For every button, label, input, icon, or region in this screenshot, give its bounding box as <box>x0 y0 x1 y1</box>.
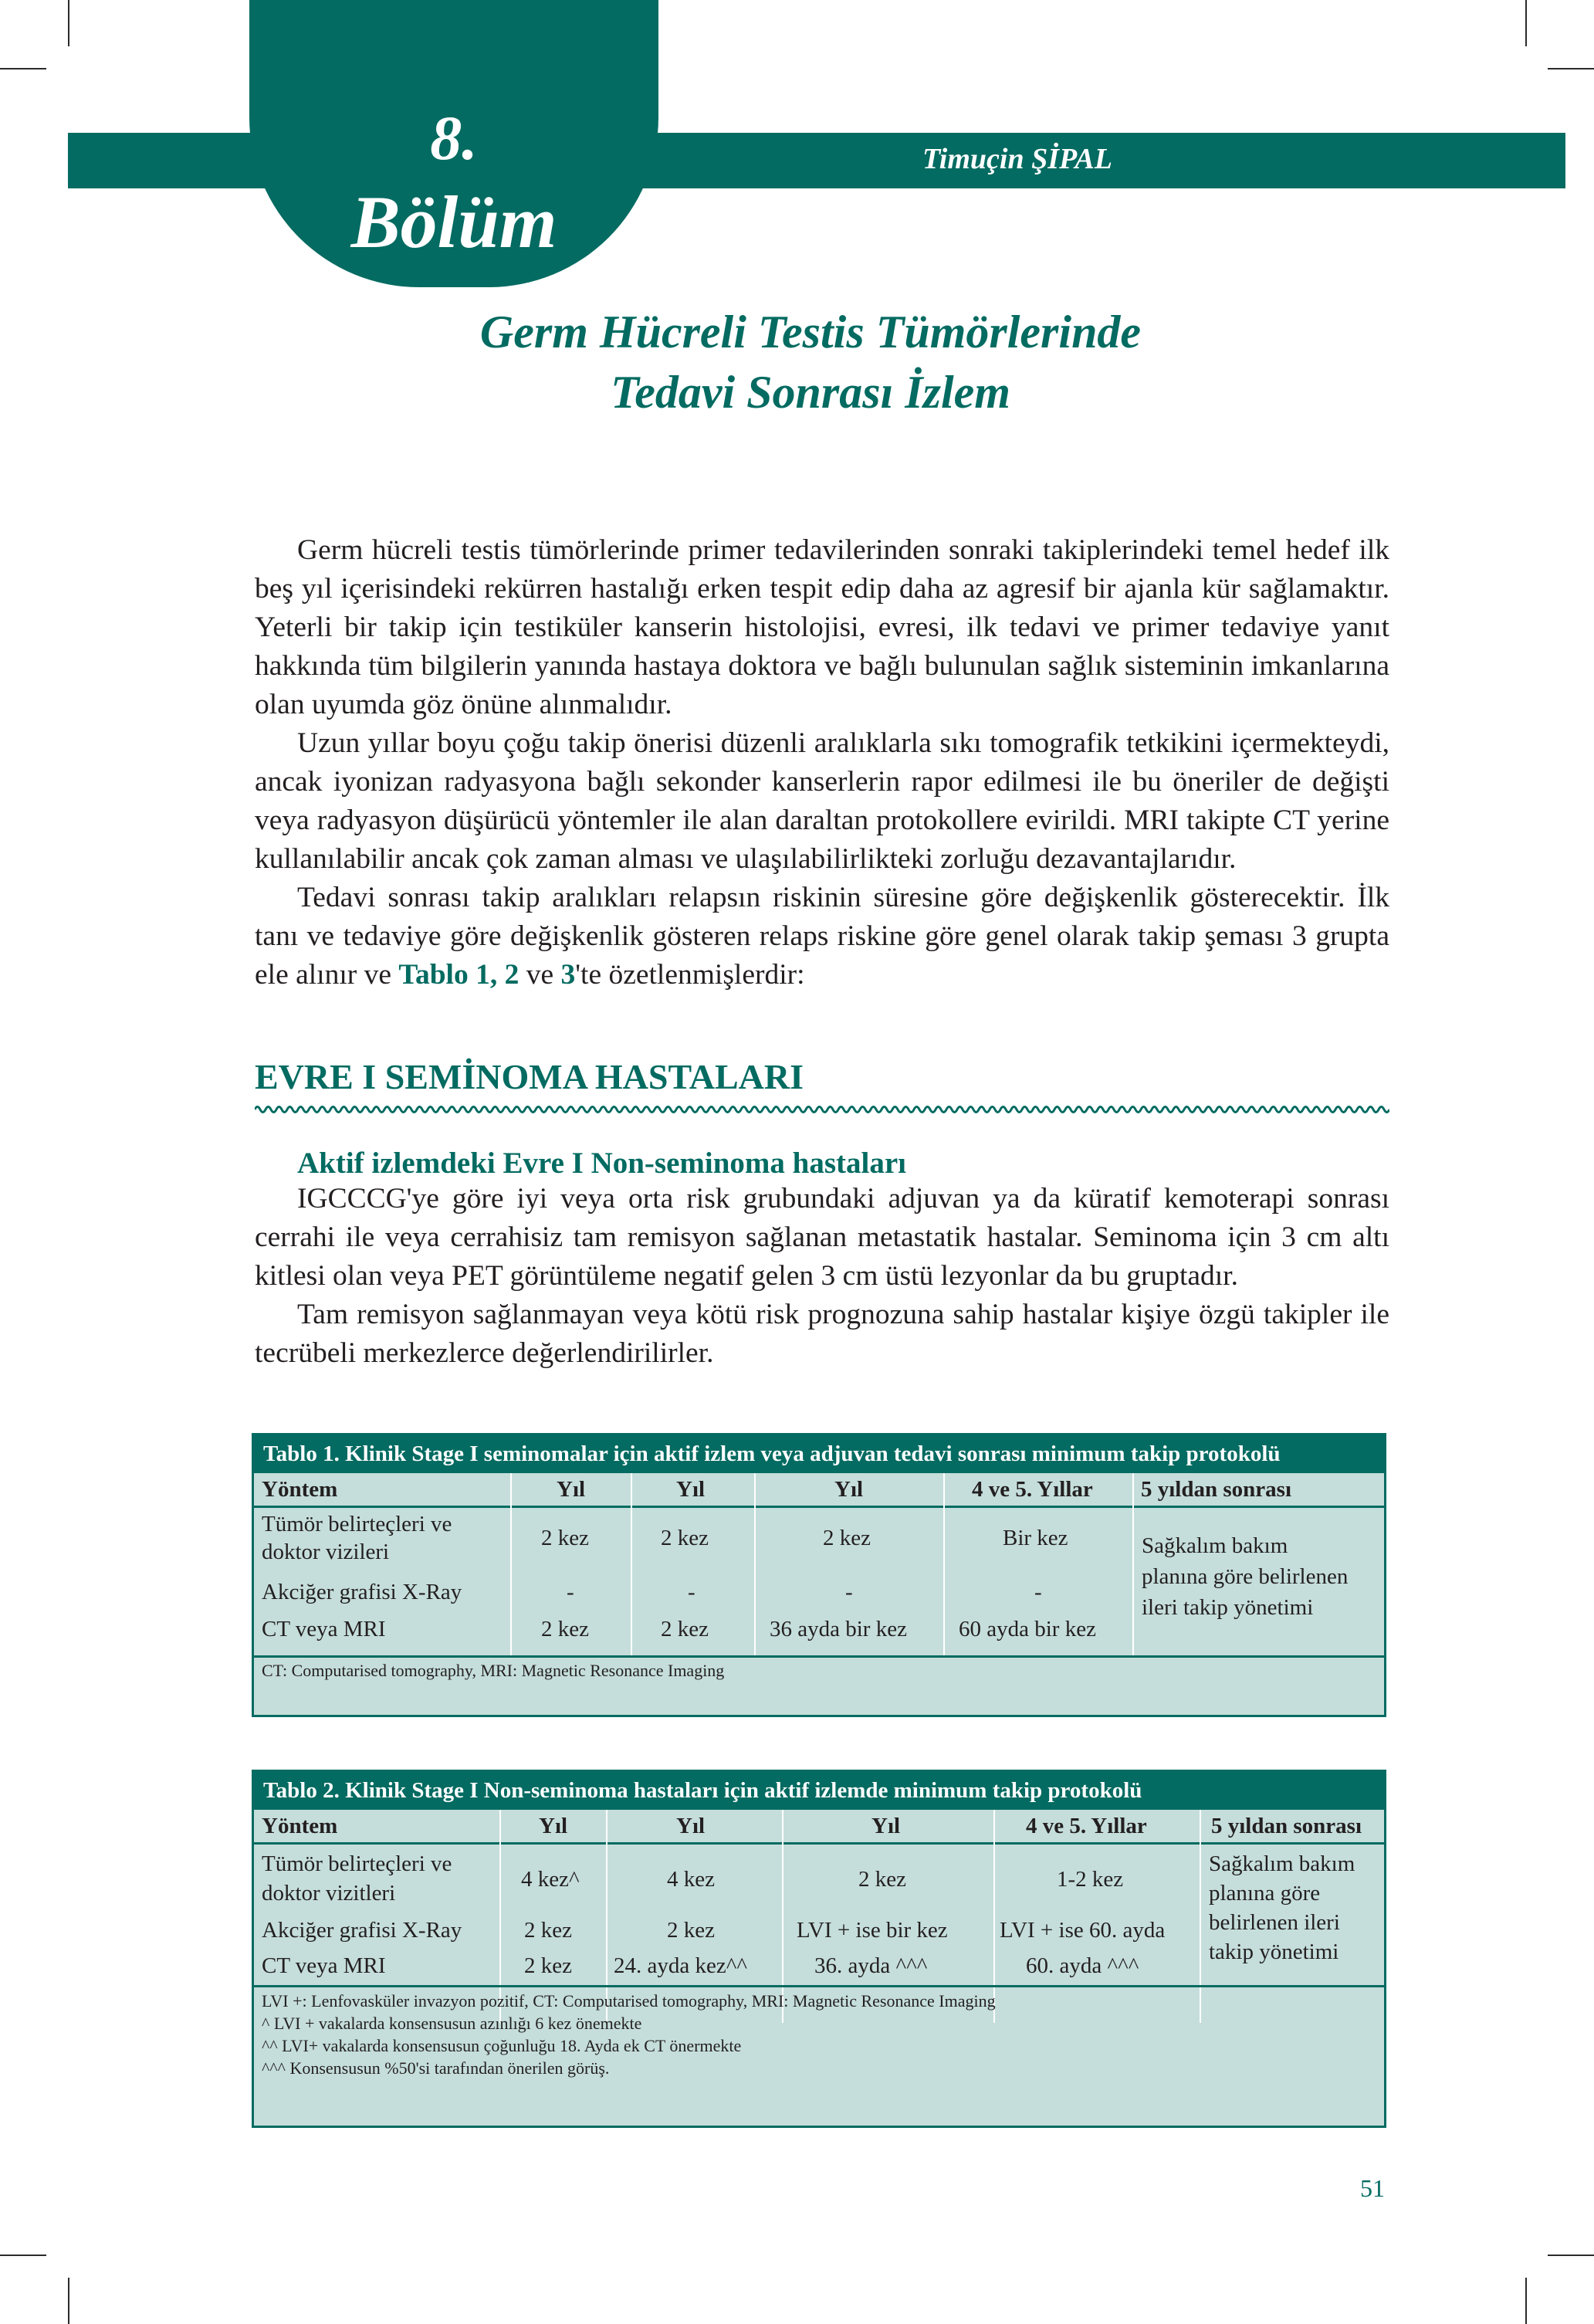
table-cell: 36. ayda ^^^ <box>814 1953 928 1978</box>
table-cell: 2 kez <box>858 1867 906 1892</box>
section-text <box>255 1180 1389 1373</box>
header-cell: 4 ve 5. Yıllar <box>1026 1814 1147 1838</box>
header-cell: Yıl <box>871 1814 901 1838</box>
table-1 <box>252 1433 1386 1717</box>
header-cell: 5 yıldan sonrası <box>1141 1477 1291 1502</box>
chapter-title-line2: Tedavi Sonrası İzlem <box>611 367 1010 418</box>
chapter-number: 8. <box>430 103 478 173</box>
paragraph <box>255 879 1389 994</box>
crop-mark <box>0 2255 46 2256</box>
paragraph: Germ hücreli testis tümörlerinde primer tedavilerinden sonraki takiplerindeki temel hedef ilk beş yıl içerisindeki rekürren hastalığı erken tespit edip daha az agresif bir ajanla kür sağlamaktır. Yeterli bir takip için testiküler kanserin histolojisi, evresi, ilk tedavi ve primer tedaviye yanıt hakkında tüm bilgilerin yanında hastaya doktora ve bağlı bulunulan sağlık sisteminin imkanlarına olan uyumda göz önüne alınmalıdır. <box>255 534 1389 720</box>
table-cell: 2 kez <box>524 1918 572 1943</box>
header-cell: Yöntem <box>262 1477 338 1502</box>
table-reference: 3 <box>560 959 576 991</box>
row-label: CT veya MRI <box>262 1953 386 1978</box>
column-divider <box>1200 1810 1201 2023</box>
table-cell: 2 kez <box>541 1526 589 1550</box>
table-rule <box>254 1985 1384 1987</box>
table-cell: 2 kez <box>661 1617 709 1641</box>
paragraph: IGCCCG'ye göre iyi veya orta risk grubundaki adjuvan ya da küratif kemoterapi sonrası cerrahi ile veya cerrahisiz tam remisyon sağlanan metastatik hastalar. Seminoma için 3 cm altı kitlesi olan veya PET görüntüleme negatif gelen 3 cm üstü lezyonlar da bu gruptadır. <box>255 1183 1389 1292</box>
after-five-years-cell: belirlenen ileri <box>1209 1910 1340 1935</box>
table-cell: 4 kez^ <box>521 1867 580 1892</box>
header-cell: 5 yıldan sonrası <box>1211 1814 1362 1838</box>
column-divider <box>631 1473 632 1655</box>
page-number: 51 <box>1360 2174 1385 2202</box>
row-label: Tümör belirteçleri ve <box>262 1851 452 1876</box>
paragraph: Uzun yıllar boyu çoğu takip önerisi düzenli aralıklarla sıkı tomografik tetkikini içermekteydi, ancak iyonizan radyasyona bağlı sekonder kanserlerin rapor edilmesi ile bu öneriler de değişti veya radyasyon düşürücü yöntemler ile alan daraltan protokollere evirildi. MRI takipte CT yerine kullanılabilir ancak çok zaman alması ve ulaşılabilirlikteki zorluğu dezavantajlarıdır. <box>255 727 1389 875</box>
table-2 <box>252 1770 1386 2128</box>
paragraph-text: 'te özetlenmişlerdir: <box>575 959 805 991</box>
chapter-title-line1: Germ Hücreli Testis Tümörlerinde <box>479 307 1142 357</box>
paragraph: Tam remisyon sağlanmayan veya kötü risk prognozuna sahip hastalar kişiye özgü takipler ile tecrübeli merkezlerce değerlendirilirler. <box>255 1299 1389 1369</box>
header-cell: Yıl <box>676 1477 706 1502</box>
header-cell: Yıl <box>557 1477 586 1502</box>
row-label: CT veya MRI <box>262 1617 386 1641</box>
author-name: Timuçin ŞİPAL <box>922 143 1112 175</box>
table-cell: 24. ayda kez^^ <box>614 1953 747 1978</box>
table-reference: Tablo 1, 2 <box>398 959 519 991</box>
table-title: Tablo 2. Klinik Stage I Non-seminoma hastaları için aktif izlemde minimum takip protokolü <box>254 1772 1384 1807</box>
chapter-word: Bölüm <box>350 181 557 263</box>
table-cell: - <box>688 1580 695 1604</box>
table-cell: 2 kez <box>541 1617 589 1641</box>
header-cell: Yıl <box>676 1814 706 1838</box>
after-five-years-cell: takip yönetimi <box>1209 1939 1339 1964</box>
chapter-tab <box>249 0 658 287</box>
table-cell: 2 kez <box>823 1526 871 1550</box>
after-five-years-cell: planına göre belirlenen <box>1142 1564 1349 1589</box>
intro-text <box>255 531 1389 994</box>
after-five-years-cell: ileri takip yönetimi <box>1142 1595 1314 1620</box>
table-cell: 2 kez <box>524 1953 572 1978</box>
table-cell: 2 kez <box>661 1526 709 1550</box>
table-cell: LVI + ise bir kez <box>797 1918 948 1943</box>
table-note: ^^^ Konsensusun %50'si tarafından önerilen görüş. <box>262 2058 610 2078</box>
table-note: LVI +: Lenfovasküler invazyon pozitif, CT: Computarised tomography, MRI: Magnetic Resonance Imaging <box>262 1991 996 2011</box>
table-title: Tablo 1. Klinik Stage I seminomalar için aktif izlem veya adjuvan tedavi sonrası minimum takip protokolü <box>254 1435 1384 1471</box>
crop-mark <box>1548 2255 1594 2256</box>
row-label: doktor vizitleri <box>262 1881 396 1906</box>
table-cell: 60. ayda ^^^ <box>1026 1953 1139 1978</box>
table-cell: 1-2 kez <box>1057 1867 1124 1892</box>
column-divider <box>1132 1473 1134 1655</box>
row-label: doktor vizileri <box>262 1540 390 1564</box>
table-note: ^ LVI + vakalarda konsensusun azınlığı 6 kez önemekte <box>262 2014 642 2033</box>
table-cell: 36 ayda bir kez <box>770 1617 907 1641</box>
column-divider <box>754 1473 756 1655</box>
header-cell: Yıl <box>834 1477 864 1502</box>
row-label: Tümör belirteçleri ve <box>262 1512 452 1536</box>
table-cell: - <box>845 1580 853 1604</box>
table-rule <box>254 1655 1384 1658</box>
table-cell: 4 kez <box>667 1867 715 1892</box>
crop-mark <box>68 0 69 46</box>
row-label: Akciğer grafisi X-Ray <box>262 1580 462 1604</box>
column-divider <box>510 1473 512 1655</box>
table-header-row <box>254 1471 1384 1508</box>
table-cell: 60 ayda bir kez <box>959 1617 1096 1641</box>
row-label: Akciğer grafisi X-Ray <box>262 1918 462 1943</box>
crop-mark <box>0 68 46 69</box>
crop-mark <box>1525 0 1527 46</box>
wavy-divider <box>255 1103 1389 1116</box>
after-five-years-cell: Sağkalım bakım <box>1209 1851 1355 1876</box>
after-five-years-cell: planına göre <box>1209 1881 1321 1906</box>
section-heading: EVRE I SEMİNOMA HASTALARI <box>255 1057 804 1096</box>
header-cell: Yöntem <box>262 1814 338 1838</box>
crop-mark <box>68 2278 69 2324</box>
table-cell: 2 kez <box>667 1918 715 1943</box>
table-cell: - <box>1034 1580 1042 1604</box>
table-cell: - <box>567 1580 574 1604</box>
header-cell: 4 ve 5. Yıllar <box>972 1477 1093 1502</box>
subheading: Aktif izlemdeki Evre I Non-seminoma hastaları <box>297 1147 906 1180</box>
table-note: CT: Computarised tomography, MRI: Magnetic Resonance Imaging <box>262 1661 725 1680</box>
table-note: ^^ LVI+ vakalarda konsensusun çoğunluğu 18. Ayda ek CT önermekte <box>262 2036 742 2055</box>
column-divider <box>943 1473 945 1655</box>
paragraph-text: Tedavi sonrası takip aralıkları relapsın riskinin süresine göre değişkenlik gösterecektir. İlk tanı ve tedaviye göre değişkenlik gösteren relaps riskine göre genel olarak takip şeması 3 grupta ele alınır ve <box>255 882 1389 991</box>
crop-mark <box>1525 2278 1527 2324</box>
paragraph-text: ve <box>519 959 561 991</box>
header-cell: Yıl <box>539 1814 568 1838</box>
table-cell: LVI + ise 60. ayda <box>1000 1918 1166 1943</box>
crop-mark <box>1548 68 1594 69</box>
table-header-row <box>254 1807 1384 1845</box>
after-five-years-cell: Sağkalım bakım <box>1142 1533 1288 1558</box>
table-cell: Bir kez <box>1003 1526 1068 1550</box>
